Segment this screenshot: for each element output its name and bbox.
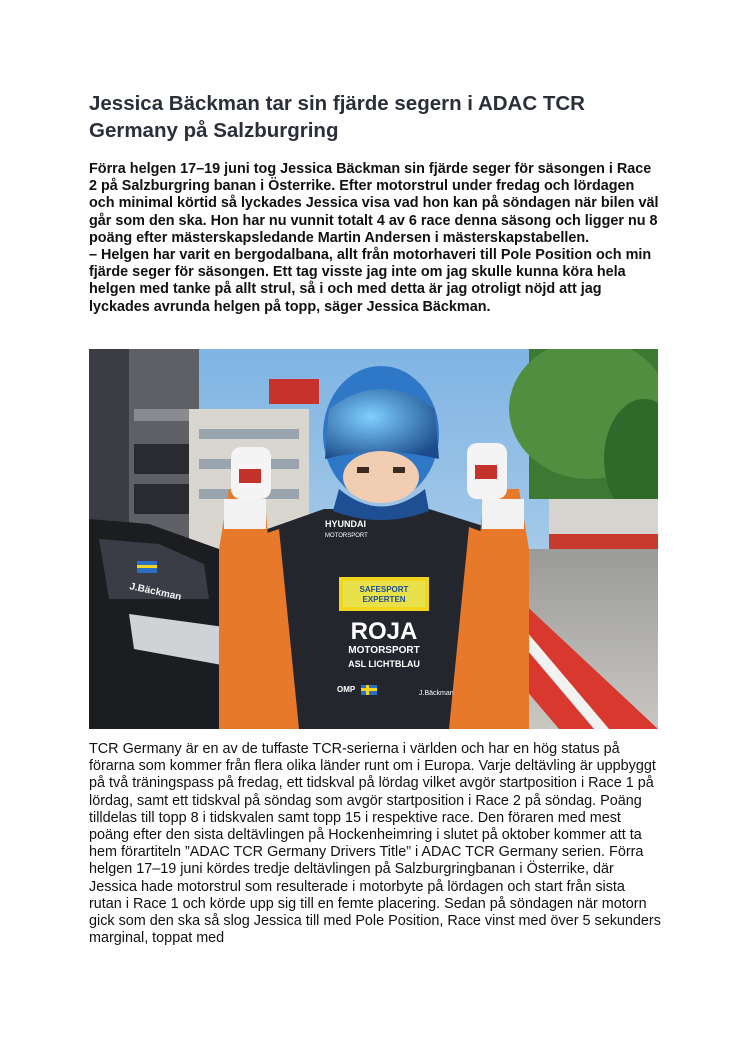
suit-omp: OMP <box>337 685 356 694</box>
suit-team-roja: ROJA <box>350 618 418 645</box>
quote-paragraph: – Helgen har varit en bergodalbana, allt från motorhaveri till Pole Position och min fjärde seger för säsongen. Ett tag visste jag inte om jag skulle kunna köra hela helgen med tanke på allt strul, så i och med detta är jag otroligt nöjd att jag lyckades avrunda helgen på topp, säger Jessica Bäckman. <box>89 247 652 315</box>
suit-motorsport-small: MOTORSPORT <box>325 533 368 539</box>
suit-sponsor: SAFESPORT EXPERTEN <box>359 585 409 604</box>
car-driver-name: J.Bäckman <box>128 581 183 603</box>
article-lead <box>89 161 661 316</box>
lead-paragraph: Förra helgen 17–19 juni tog Jessica Bäckman sin fjärde seger för säsongen i Race 2 på Salzburgring banan i Österrike. Efter motorstrul under fredag och lördagen och minimal körtid så lyckades Jessica visa vad hon kan på söndagen när bilen väl går som den ska. Hon har nu vunnit totalt 4 av 6 race denna säsong och ligger nu 8 poäng efter mästerskapsledande Martin Andersen i mästerskapstabellen. <box>89 161 659 246</box>
suit-team-asl: ASL LICHTBLAU <box>348 659 420 669</box>
body-paragraph: TCR Germany är en av de tuffaste TCR-serierna i världen och har en hög status på förarna som kommer från flera olika länder runt om i Europa. Varje deltävling är uppbyggt på två träningspass på fredag, ett tidskval på lördag vilket avgör startposition i Race 1 på lördag, samt ett tidskval på söndag som avgör startposition i Race 2 på söndag. Poäng tilldelas till topp 8 i tidskvalen samt topp 15 i respektive race. Den föraren med mest poäng efter den sista deltävlingen på Hockenheimring i slutet på oktober kommer att ta hem förartiteln ”ADAC TCR Germany Drivers Title” i ADAC TCR Germany serien. Förra helgen 17–19 juni kördes tredje deltävlingen på Salzburgringbanan i Österrike, där Jessica hade motorstrul som resulterade i motorbyte på lördagen och start från sista rutan i Race 1 och körde upp sig till en femte placering. Sedan på söndagen när motorn gick som den ska så slog Jessica till med Pole Position, Race vinst med över 5 sekunders marginal, toppat med <box>89 741 661 947</box>
suit-team-motorsport: MOTORSPORT <box>348 645 420 656</box>
article-title: Jessica Bäckman tar sin fjärde segern i ADAC TCR Germany på Salzburgring <box>89 92 585 142</box>
suit-name: J.Bäckman <box>419 690 454 697</box>
suit-hyundai: HYUNDAI <box>325 519 367 529</box>
race-photo <box>89 349 658 729</box>
article-body <box>89 741 661 947</box>
